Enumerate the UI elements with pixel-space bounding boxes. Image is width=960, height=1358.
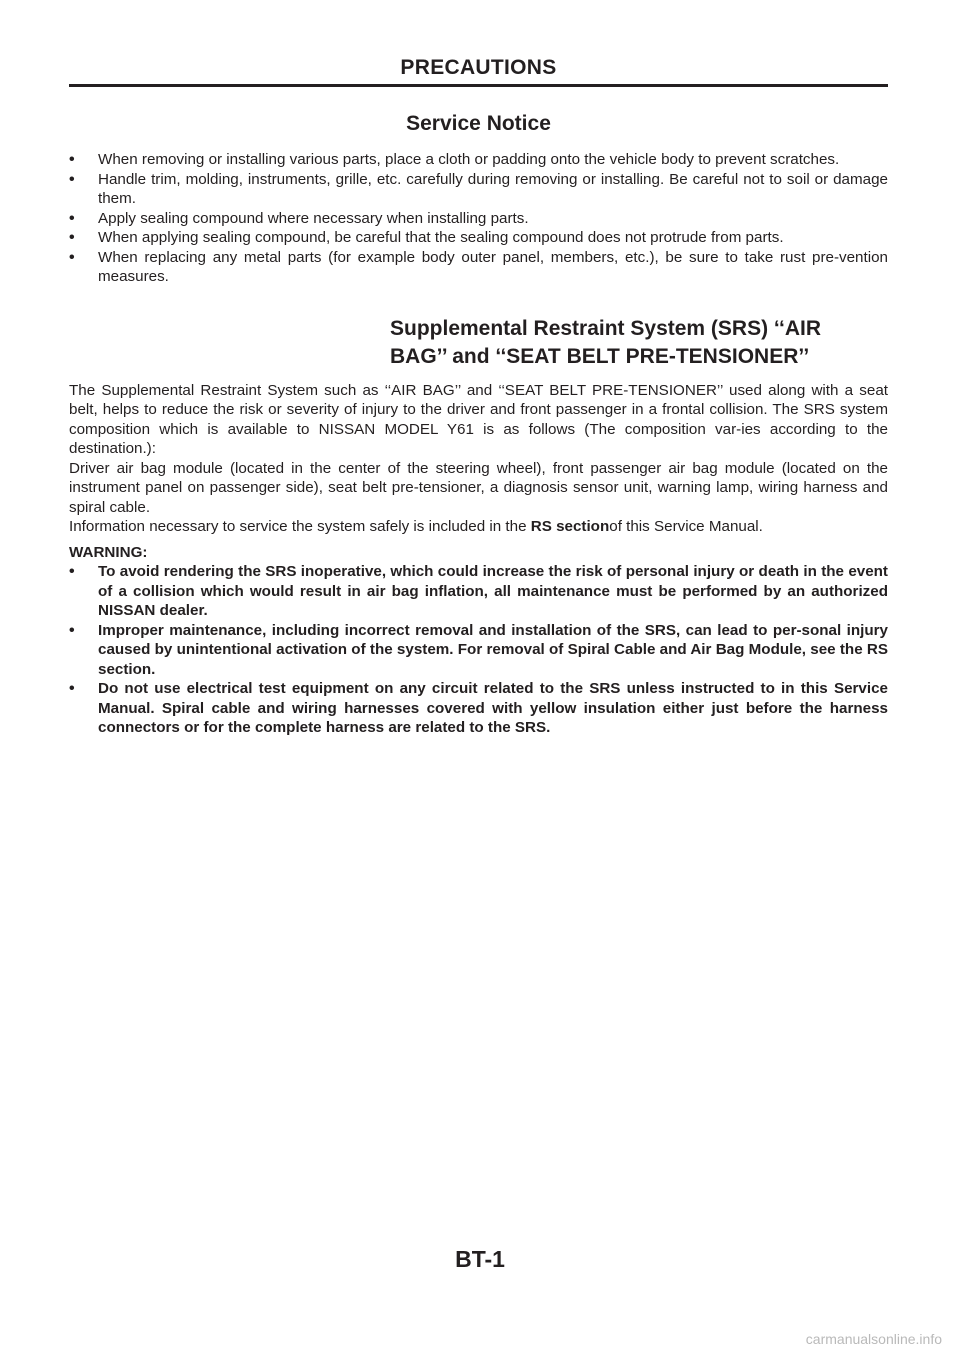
bullet-icon: • [69,563,75,580]
srs-info-text: Information necessary to service the system safely is included in the [69,518,531,535]
list-item [69,248,888,287]
bullet-icon: • [69,680,75,697]
bullet-icon: • [69,151,75,168]
srs-intro-paragraph: The Supplemental Restraint System such as ‘‘AIR BAG’’ and ‘‘SEAT BELT PRE-TENSIONER’’ used along with a seat belt, helps to reduce the risk or severity of injury to the driver and front passenger in a frontal collision. The SRS system composition which is available to NISSAN MODEL Y61 is as follows (The composition var-ies according to the destination.): [69,381,888,457]
rs-section-reference: RS section [530,518,610,535]
srs-heading-line2: BAG’’ and ‘‘SEAT BELT PRE-TENSIONER’’ [390,344,810,368]
warning-item [69,621,888,680]
list-item-text: Handle trim, molding, instruments, grille, etc. carefully during removing or installing. Be careful not to soil or damage them. [98,170,888,207]
list-item [69,209,888,229]
service-notice-heading: Service Notice [406,112,551,135]
srs-info-text-end: of this Service Manual. [609,518,763,535]
bullet-icon: • [69,621,75,639]
warning-item-text: Do not use electrical test equipment on any circuit related to the SRS unless instructed to in this Service Manual. Spiral cable and wiring harnesses covered with yellow insulation either just before the harness connectors or for the complete harness are related to the SRS. [98,680,888,736]
bullet-icon: • [69,209,75,227]
srs-heading [390,315,888,371]
bullet-icon: • [69,229,75,246]
list-item-text: When replacing any metal parts (for example body outer panel, members, etc.), be sure to take rust pre-vention measures. [98,248,888,285]
bullet-icon: • [69,248,75,266]
srs-heading-line1: Supplemental Restraint System (SRS) ‘‘AIR [390,316,821,340]
srs-info-paragraph [69,517,888,537]
page-number: BT-1 [455,1246,505,1272]
list-item-text: When applying sealing compound, be careful that the sealing compound does not protrude from parts. [98,229,784,246]
list-item [69,170,888,209]
list-item-text: When removing or installing various parts, place a cloth or padding onto the vehicle body to prevent scratches. [98,151,840,168]
page-content [69,108,888,738]
watermark-text: carmanualsonline.info [805,1331,942,1347]
warning-list [69,562,888,738]
header-rule [69,84,888,87]
warning-label: WARNING: [69,543,148,561]
bullet-icon: • [69,170,75,188]
warning-item [69,562,888,621]
list-item [69,228,888,248]
list-item-text: Apply sealing compound where necessary when installing parts. [98,209,529,227]
srs-components-paragraph: Driver air bag module (located in the center of the steering wheel), front passenger air bag module (located on the instrument panel on passenger side), seat belt pre-tensioner, a diagnosis sensor unit, warning lamp, wiring harness and spiral cable. [69,459,888,516]
warning-item-text: To avoid rendering the SRS inoperative, which could increase the risk of personal injury or death in the event of a collision which would result in air bag inflation, all maintenance must be performed by an authorized NISSAN dealer. [98,563,888,619]
warning-item [69,679,888,738]
page-header-title: PRECAUTIONS [400,56,557,79]
warning-item-text: Improper maintenance, including incorrect removal and installation of the SRS, can lead to per-sonal injury caused by unintentional activation of the system. For removal of Spiral Cable and Air Bag Module, see the RS section. [98,621,888,678]
service-notice-list [69,150,888,287]
list-item [69,150,888,170]
